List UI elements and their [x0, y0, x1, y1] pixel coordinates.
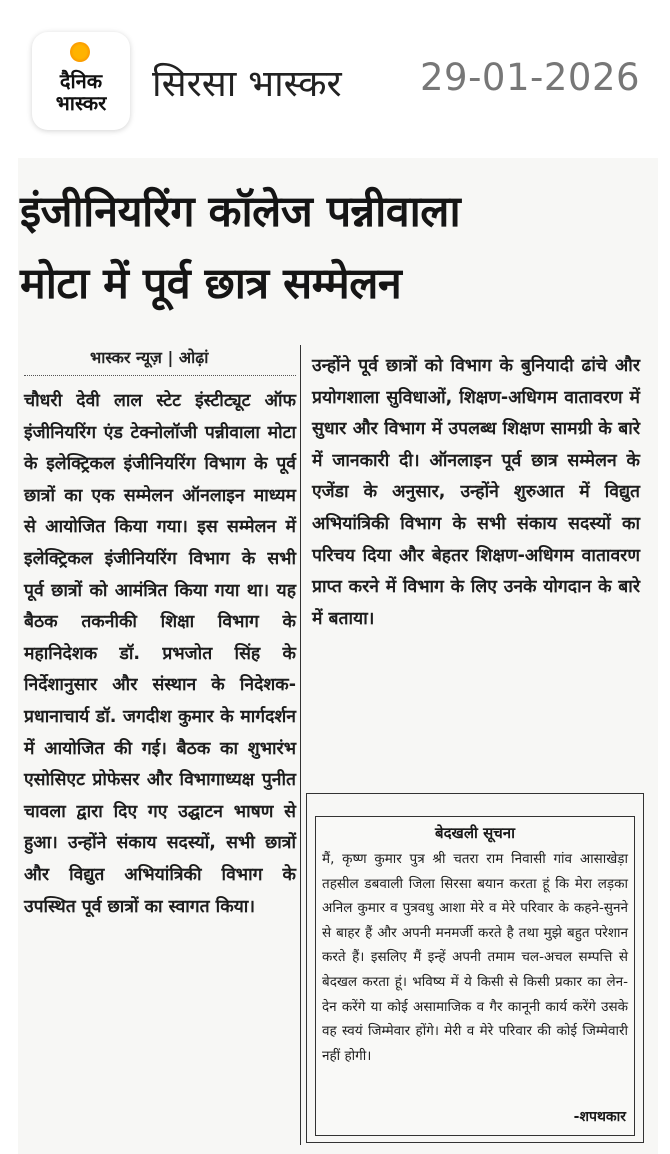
headline-line-1: इंजीनियरिंग कॉलेज पन्नीवाला	[20, 187, 461, 237]
eviction-notice	[315, 816, 635, 1136]
sun-icon	[70, 42, 90, 62]
logo-text-line1: दैनिक	[59, 69, 103, 93]
column-divider	[300, 345, 301, 1145]
notice-title: बेदखली सूचना	[435, 824, 515, 842]
article-byline: भास्कर न्यूज़ | ओढ़ां	[90, 348, 209, 367]
logo-text-line2: भास्कर	[55, 91, 107, 115]
byline-divider	[24, 375, 296, 376]
app-header	[0, 0, 670, 150]
edition-date: 29-01-2026	[420, 56, 641, 99]
edition-title: सिरसा भास्कर	[152, 62, 342, 105]
article-column-2: उन्होंने पूर्व छात्रों को विभाग के बुनियादी ढांचे और प्रयोगशाला सुविधाओं, शिक्षण-अधिगम वातावरण में सुधार और विभाग में उपलब्ध शिक्षण सामग्री के बारे में जानकारी दी। ऑनलाइन पूर्व छात्र सम्मेलन के एजेंडा के अनुसार, उन्होंने शुरुआत में विद्युत अभियांत्रिकी विभाग के सभी संकाय सदस्यों का परिचय दिया और बेहतर शिक्षण-अधिगम वातावरण प्राप्त करने में विभाग के लिए उनके योगदान के बारे में बताया।	[312, 356, 640, 629]
notice-body: मैं, कृष्ण कुमार पुत्र श्री चतरा राम निवासी गांव आसाखेड़ा तहसील डबवाली जिला सिरसा बयान करता हूं कि मेरा लड़का अनिल कुमार व पुत्रवधु आशा मेरे व मेरे परिवार के कहने-सुनने से बाहर हैं और अपनी मनमर्जी करते है तथा मुझे बहुत परेशान करते हैं। इसलिए मैं इन्हें अपनी तमाम चल-अचल सम्पत्ति से बेदखल करता हूं। भविष्य में ये किसी से किसी प्रकार का लेन-देन करेंगे या कोई असामाजिक व गैर कानूनी कार्य करेंगे उसके वह स्वयं जिम्मेवार होंगे। मेरी व मेरे परिवार की कोई जिम्मेवारी नहीं होगी।	[322, 851, 628, 1064]
notice-signature: -शपथकार	[573, 1109, 626, 1125]
headline-line-2: मोटा में पूर्व छात्र सम्मेलन	[20, 259, 402, 309]
article-column-1: चौधरी देवी लाल स्टेट इंस्टीट्यूट ऑफ इंजीनियरिंग एंड टेक्नोलॉजी पन्नीवाला मोटा के इलेक्ट्रिकल इंजीनियरिंग विभाग के पूर्व छात्रों का एक सम्मेलन ऑनलाइन माध्यम से आयोजित किया गया। इस सम्मेलन में इलेक्ट्रिकल इंजीनियरिंग विभाग के सभी पूर्व छात्रों को आमंत्रित किया गया था। यह बैठक तकनीकी शिक्षा विभाग के महानिदेशक डॉ. प्रभजोत सिंह के निर्देशानुसार और संस्थान के निदेशक-प्रधानाचार्य डॉ. जगदीश कुमार के मार्गदर्शन में आयोजित की गई। बैठक का शुभारंभ एसोसिएट प्रोफेसर और विभागाध्यक्ष पुनीत चावला द्वारा दिए गए उद्घाटन भाषण से हुआ। उन्होंने संकाय सदस्यों, सभी छात्रों और विद्युत अभियांत्रिकी विभाग के उपस्थित पूर्व छात्रों का स्वागत किया।	[24, 391, 296, 917]
article-headline	[20, 176, 640, 320]
dainik-bhaskar-logo[interactable]	[32, 32, 130, 130]
